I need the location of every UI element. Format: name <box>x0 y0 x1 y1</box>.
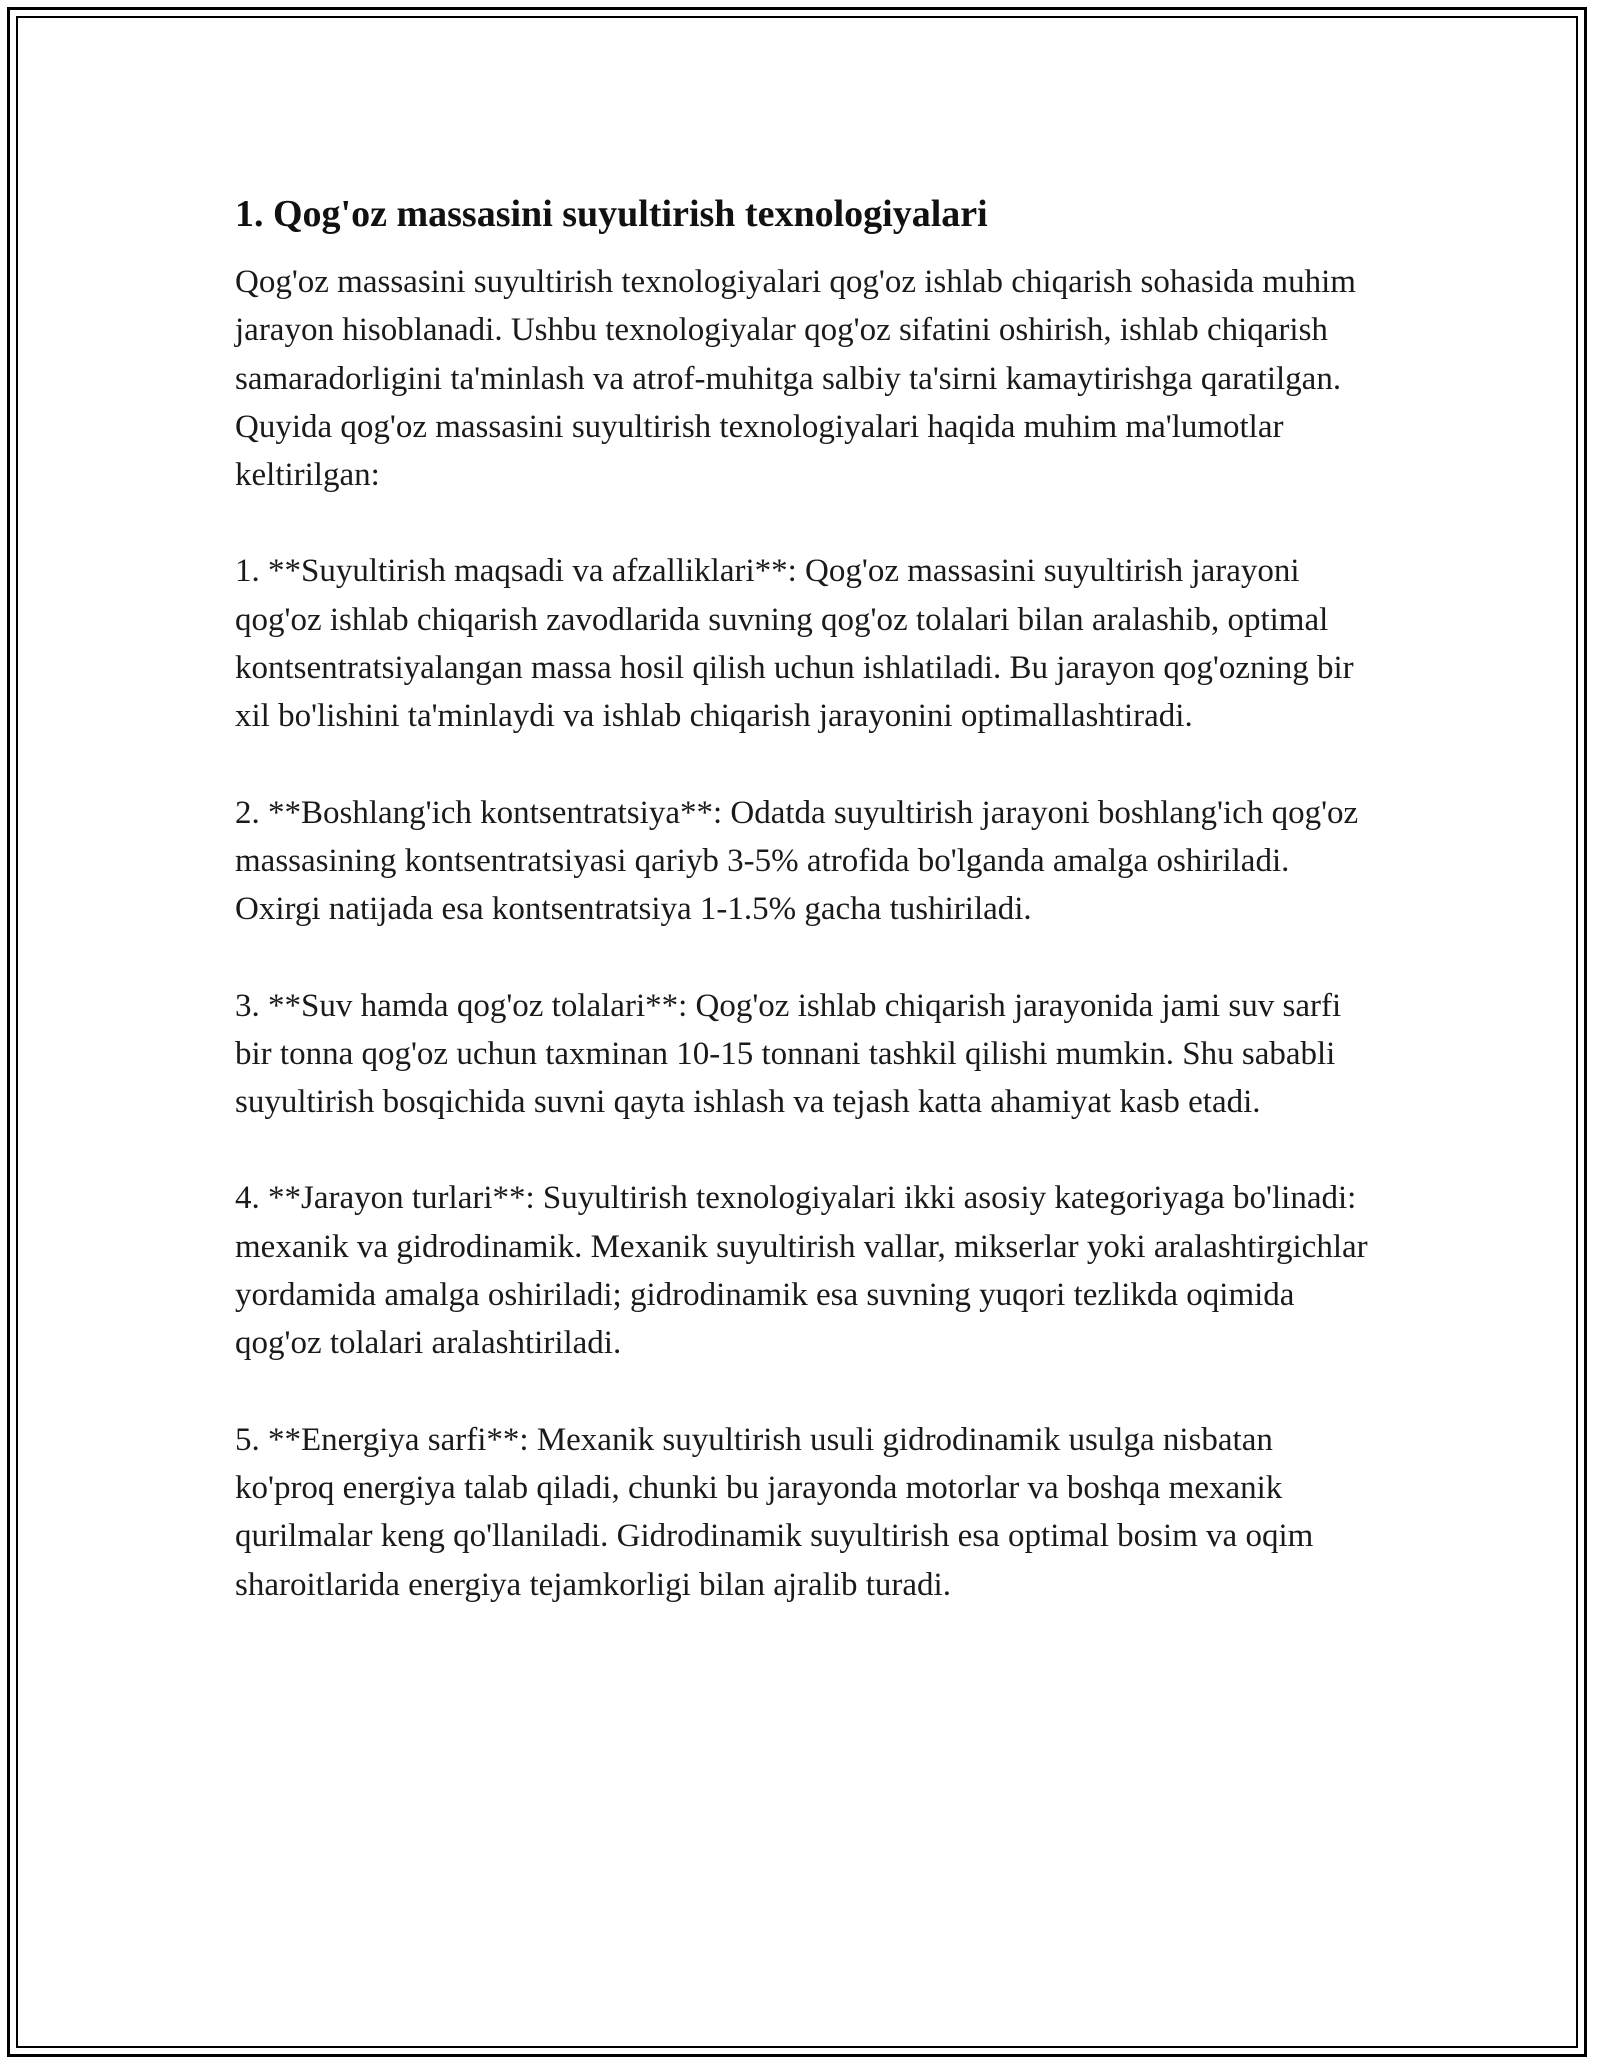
list-item: 1. **Suyultirish maqsadi va afzalliklari**: Qog'oz massasini suyultirish jarayoni qog'oz ishlab chiqarish zavodlarida suvning qog'oz tolalari bilan aralashib, optimal kontsentratsiyalangan massa hosil qilish uchun ishlatiladi. Bu jarayon qog'ozning bir xil bo'lishini ta'minlaydi va ishlab chiqarish jarayonini optimallashtiradi. <box>235 553 1354 735</box>
list-item: 4. **Jarayon turlari**: Suyultirish texnologiyalari ikki asosiy kategoriyaga bo'linadi: mexanik va gidrodinamik. Mexanik suyultirish vallar, mikserlar yoki aralashtirgichlar yordamida amalga oshiriladi; gidrodinamik esa suvning yuqori tezlikda oqimida qog'oz tolalari aralashtiriladi. <box>235 1180 1368 1362</box>
document-body <box>235 188 1375 1657</box>
list-item: 2. **Boshlang'ich kontsentratsiya**: Odatda suyultirish jarayoni boshlang'ich qog'oz massasining kontsentratsiyasi qariyb 3-5% atrofida bo'lganda amalga oshiriladi. Oxirgi natijada esa kontsentratsiya 1-1.5% gacha tushiriladi. <box>235 794 1359 928</box>
intro-paragraph: Qog'oz massasini suyultirish texnologiyalari qog'oz ishlab chiqarish sohasida muhim jarayon hisoblanadi. Ushbu texnologiyalar qog'oz sifatini oshirish, ishlab chiqarish samaradorligini ta'minlash va atrof-muhitga salbiy ta'sirni kamaytirishga qaratilgan. Quyida qog'oz massasini suyultirish texnologiyalari haqida muhim ma'lumotlar keltirilgan: <box>235 264 1356 494</box>
list-item: 5. **Energiya sarfi**: Mexanik suyultirish usuli gidrodinamik usulga nisbatan ko'proq energiya talab qiladi, chunki bu jarayonda motorlar va boshqa mexanik qurilmalar keng qo'llaniladi. Gidrodinamik suyultirish esa optimal bosim va oqim sharoitlarida energiya tejamkorligi bilan ajralib turadi. <box>235 1421 1314 1603</box>
list-item: 3. **Suv hamda qog'oz tolalari**: Qog'oz ishlab chiqarish jarayonida jami suv sarfi bir tonna qog'oz uchun taxminan 10-15 tonnani tashkil qilishi mumkin. Shu sababli suyultirish bosqichida suvni qayta ishlash va tejash katta ahamiyat kasb etadi. <box>235 987 1342 1121</box>
document-title: 1. Qog'oz massasini suyultirish texnologiyalari <box>235 193 988 235</box>
